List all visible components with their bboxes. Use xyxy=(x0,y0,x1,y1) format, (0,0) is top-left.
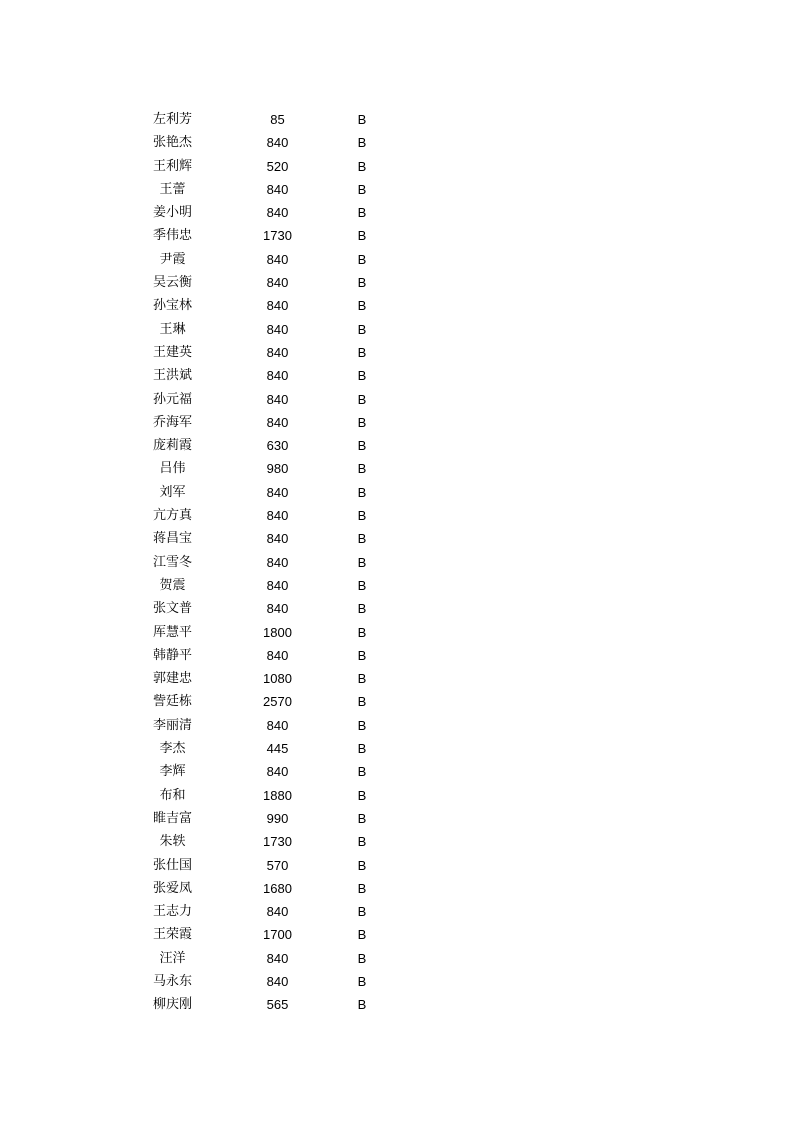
amount-cell: 840 xyxy=(266,554,289,570)
amount-cell: 1730 xyxy=(263,228,292,244)
name-cell: 王志力 xyxy=(152,904,192,920)
amount-cell: 1680 xyxy=(263,880,292,896)
grade-cell: B xyxy=(357,228,367,244)
name-cell: 庞莉霞 xyxy=(152,438,192,454)
grade-cell: B xyxy=(357,764,367,780)
table-row xyxy=(0,947,793,970)
table-row xyxy=(0,807,793,830)
amount-cell: 630 xyxy=(266,438,289,454)
grade-cell: B xyxy=(357,205,367,221)
name-cell: 郭建忠 xyxy=(152,671,192,687)
name-cell: 王荣霞 xyxy=(152,927,192,943)
table-row xyxy=(0,970,793,993)
amount-cell: 840 xyxy=(266,205,289,221)
grade-cell: B xyxy=(357,973,367,989)
grade-cell: B xyxy=(357,158,367,174)
grade-cell: B xyxy=(357,344,367,360)
table-row xyxy=(0,318,793,341)
amount-cell: 840 xyxy=(266,391,289,407)
grade-cell: B xyxy=(357,671,367,687)
amount-cell: 85 xyxy=(270,112,285,127)
amount-cell: 840 xyxy=(266,414,289,430)
table-row xyxy=(0,457,793,480)
name-cell: 王琳 xyxy=(159,321,186,337)
grade-cell: B xyxy=(357,438,367,454)
name-cell: 韩静平 xyxy=(152,647,192,663)
table-row xyxy=(0,644,793,667)
table-row xyxy=(0,900,793,923)
table-row xyxy=(0,714,793,737)
name-cell: 王利辉 xyxy=(152,158,192,174)
name-cell: 柳庆刚 xyxy=(152,997,192,1013)
name-cell: 吕伟 xyxy=(159,461,186,477)
name-cell: 吴云衡 xyxy=(152,275,192,291)
amount-cell: 990 xyxy=(266,810,289,826)
table-row xyxy=(0,224,793,247)
grade-cell: B xyxy=(357,694,367,710)
amount-cell: 840 xyxy=(266,251,289,267)
name-cell: 左利芳 xyxy=(152,112,192,127)
grade-cell: B xyxy=(357,368,367,384)
table-row xyxy=(0,155,793,178)
amount-cell: 840 xyxy=(266,764,289,780)
amount-cell: 840 xyxy=(266,484,289,500)
table-row xyxy=(0,271,793,294)
name-cell: 李辉 xyxy=(159,764,186,780)
grade-cell: B xyxy=(357,554,367,570)
name-cell: 张仕国 xyxy=(152,857,192,873)
table-row xyxy=(0,364,793,387)
grade-cell: B xyxy=(357,601,367,617)
table-row xyxy=(0,248,793,271)
table-row xyxy=(0,108,793,131)
grade-cell: B xyxy=(357,997,367,1013)
table-row xyxy=(0,923,793,946)
table-row xyxy=(0,294,793,317)
grade-cell: B xyxy=(357,531,367,547)
amount-cell: 840 xyxy=(266,135,289,151)
grade-cell: B xyxy=(357,298,367,314)
grade-cell: B xyxy=(357,135,367,151)
table-row xyxy=(0,667,793,690)
name-cell: 王建英 xyxy=(152,344,192,360)
grade-cell: B xyxy=(357,787,367,803)
name-cell: 朱轶 xyxy=(159,834,186,850)
table-row xyxy=(0,551,793,574)
grade-cell: B xyxy=(357,251,367,267)
table-row xyxy=(0,830,793,853)
table-row xyxy=(0,178,793,201)
amount-cell: 565 xyxy=(266,997,289,1013)
name-cell: 张爱凤 xyxy=(152,880,192,896)
amount-cell: 520 xyxy=(266,158,289,174)
grade-cell: B xyxy=(357,904,367,920)
table-row xyxy=(0,854,793,877)
name-cell: 李丽清 xyxy=(152,717,192,733)
grade-cell: B xyxy=(357,112,367,127)
table-row xyxy=(0,131,793,154)
name-cell: 刘军 xyxy=(159,484,186,500)
name-cell: 亢方真 xyxy=(152,508,192,524)
grade-cell: B xyxy=(357,391,367,407)
name-cell: 张艳杰 xyxy=(152,135,192,151)
grade-cell: B xyxy=(357,577,367,593)
name-cell: 王蕾 xyxy=(159,181,186,197)
grade-cell: B xyxy=(357,741,367,757)
amount-cell: 1880 xyxy=(263,787,292,803)
grade-cell: B xyxy=(357,321,367,337)
table-row xyxy=(0,784,793,807)
amount-cell: 840 xyxy=(266,904,289,920)
table-row xyxy=(0,737,793,760)
table-row xyxy=(0,481,793,504)
grade-cell: B xyxy=(357,880,367,896)
name-cell: 孙元福 xyxy=(152,391,192,407)
name-cell: 汪洋 xyxy=(159,950,186,966)
table-row xyxy=(0,877,793,900)
name-cell: 李杰 xyxy=(159,741,186,757)
amount-cell: 840 xyxy=(266,181,289,197)
amount-cell: 840 xyxy=(266,298,289,314)
amount-cell: 840 xyxy=(266,950,289,966)
name-cell: 厍慧平 xyxy=(152,624,192,640)
table-row xyxy=(0,434,793,457)
grade-cell: B xyxy=(357,624,367,640)
name-cell: 姜小明 xyxy=(152,205,192,221)
amount-cell: 570 xyxy=(266,857,289,873)
grade-cell: B xyxy=(357,857,367,873)
grade-cell: B xyxy=(357,484,367,500)
amount-cell: 840 xyxy=(266,973,289,989)
table-row xyxy=(0,388,793,411)
grade-cell: B xyxy=(357,810,367,826)
amount-cell: 840 xyxy=(266,321,289,337)
grade-cell: B xyxy=(357,927,367,943)
grade-cell: B xyxy=(357,181,367,197)
amount-cell: 840 xyxy=(266,601,289,617)
name-cell: 江雪冬 xyxy=(152,554,192,570)
grade-cell: B xyxy=(357,647,367,663)
amount-cell: 840 xyxy=(266,508,289,524)
table-row xyxy=(0,621,793,644)
name-cell: 贺震 xyxy=(159,577,186,593)
table-row xyxy=(0,341,793,364)
name-cell: 布和 xyxy=(159,787,186,803)
grade-cell: B xyxy=(357,834,367,850)
table-row xyxy=(0,527,793,550)
name-cell: 訾廷栋 xyxy=(152,694,192,710)
amount-cell: 1080 xyxy=(263,671,292,687)
amount-cell: 2570 xyxy=(263,694,292,710)
amount-cell: 1700 xyxy=(263,927,292,943)
grade-cell: B xyxy=(357,275,367,291)
grade-cell: B xyxy=(357,508,367,524)
table-row xyxy=(0,411,793,434)
name-cell: 季伟忠 xyxy=(152,228,192,244)
amount-cell: 840 xyxy=(266,647,289,663)
name-cell: 乔海军 xyxy=(152,414,192,430)
table-row xyxy=(0,504,793,527)
amount-cell: 840 xyxy=(266,368,289,384)
grade-cell: B xyxy=(357,717,367,733)
amount-cell: 980 xyxy=(266,461,289,477)
amount-cell: 1800 xyxy=(263,624,292,640)
table-row xyxy=(0,760,793,783)
table-row xyxy=(0,201,793,224)
table-row xyxy=(0,574,793,597)
amount-cell: 840 xyxy=(266,344,289,360)
name-cell: 孙宝林 xyxy=(152,298,192,314)
table-row xyxy=(0,597,793,620)
grade-cell: B xyxy=(357,461,367,477)
amount-cell: 840 xyxy=(266,717,289,733)
data-table xyxy=(0,108,793,1017)
name-cell: 蒋昌宝 xyxy=(152,531,192,547)
name-cell: 马永东 xyxy=(152,973,192,989)
name-cell: 王洪斌 xyxy=(152,368,192,384)
grade-cell: B xyxy=(357,950,367,966)
name-cell: 尹霞 xyxy=(159,251,186,267)
amount-cell: 840 xyxy=(266,577,289,593)
amount-cell: 1730 xyxy=(263,834,292,850)
table-row xyxy=(0,993,793,1016)
amount-cell: 840 xyxy=(266,275,289,291)
amount-cell: 445 xyxy=(266,741,289,757)
grade-cell: B xyxy=(357,414,367,430)
table-row xyxy=(0,690,793,713)
amount-cell: 840 xyxy=(266,531,289,547)
name-cell: 睢吉富 xyxy=(152,810,192,826)
name-cell: 张文普 xyxy=(152,601,192,617)
